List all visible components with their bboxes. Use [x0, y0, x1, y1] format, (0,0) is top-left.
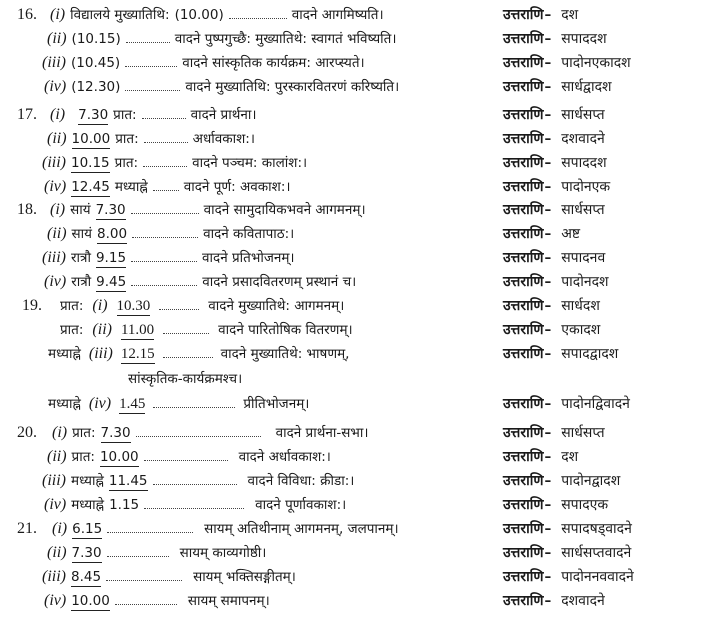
answer: उत्तराणि – अष्ट: [503, 222, 580, 246]
item-text: वादने मुख्यातिथे: आगमनम्।: [208, 298, 345, 314]
item-text: वादने कवितापाठ:।: [203, 226, 295, 242]
answer-value: सार्धसप्तवादने: [561, 545, 632, 561]
roman-numeral: (iv): [44, 496, 67, 513]
answer-value: पादोननववादने: [561, 569, 634, 585]
item-text: वादने पञ्चम: कालांश:।: [192, 155, 308, 171]
dotted-blank: [159, 301, 199, 310]
dotted-blank: [131, 277, 197, 286]
roman-numeral: (i): [52, 520, 68, 537]
time-value: (10.45): [71, 55, 121, 71]
question-16-item-3: [0, 51, 708, 75]
roman-numeral: (ii): [47, 30, 67, 47]
dotted-blank: [107, 524, 193, 533]
roman-numeral: (iii): [42, 54, 66, 71]
dotted-blank: [125, 58, 177, 67]
item-prefix: विद्यालये मुख्यातिथि:: [70, 7, 170, 23]
time-value: 10.00: [71, 593, 110, 609]
item-text: अर्धावकाश:।: [192, 131, 255, 147]
dotted-blank: [115, 596, 177, 605]
answer-value: पादोनएक: [561, 179, 611, 195]
dotted-blank: [153, 182, 179, 191]
answer-value: पादोनद्विवादने: [561, 396, 630, 412]
question-19-item-4: [0, 392, 708, 416]
time-value: 1.15: [109, 497, 140, 513]
item-text: वादने प्रतिभोजनम्।: [202, 250, 295, 266]
dotted-blank: [153, 399, 235, 408]
answer-value: सपाददश: [561, 31, 607, 47]
time-value: (10.15): [71, 31, 121, 47]
dotted-blank: [144, 500, 244, 509]
roman-numeral: (i): [50, 6, 66, 23]
time-value: 7.30: [95, 202, 126, 218]
time-period: मध्याह्ने: [114, 179, 148, 195]
time-period: रात्रौ: [71, 274, 92, 290]
dotted-blank: [163, 349, 213, 358]
question-21-item-3: [0, 565, 708, 589]
answer-value: सार्धसप्त: [561, 202, 605, 218]
dotted-blank: [131, 253, 197, 262]
dotted-blank: [143, 158, 187, 167]
answer-value: सार्धसप्त: [561, 107, 605, 123]
roman-numeral: (iii): [42, 568, 66, 585]
question-20-item-4: [0, 493, 708, 517]
time-period: प्रात:: [60, 298, 84, 314]
roman-numeral: (i): [50, 201, 66, 218]
question-17-item-2: [0, 127, 708, 151]
question-21-item-1: [0, 517, 708, 541]
question-number: 17.: [17, 106, 37, 123]
roman-numeral: (ii): [47, 448, 67, 465]
roman-numeral: (i): [50, 106, 66, 123]
time-value: 7.30: [100, 425, 131, 441]
answer: उत्तराणि – पादोनएकादश: [503, 51, 631, 75]
answer: उत्तराणि – सार्धसप्त: [503, 198, 605, 222]
roman-numeral: (ii): [92, 321, 112, 338]
question-16-item-4: [0, 75, 708, 99]
time-period: मध्याह्ने: [48, 396, 81, 412]
dotted-blank: [136, 428, 261, 437]
dotted-blank: [106, 572, 182, 581]
answer-value: एकादश: [561, 322, 601, 338]
time-value: 9.15: [95, 250, 127, 266]
question-16-item-2: [0, 27, 708, 51]
question-number: 18.: [17, 201, 37, 218]
answer: उत्तराणि – पादोनद्वादश: [503, 469, 620, 493]
item-text: वादने मुख्यातिथि: पुरस्कारवितरणं करिष्यति।: [185, 79, 400, 95]
roman-numeral: (ii): [47, 130, 67, 147]
answer-value: सपाददश: [561, 155, 607, 171]
item-text: वादने आगमिष्यति।: [291, 7, 384, 23]
time-value: 7.30: [71, 545, 102, 561]
answer: उत्तराणि – दश: [503, 3, 578, 27]
time-period: मध्याह्ने: [71, 497, 105, 513]
question-17-item-4: [0, 175, 708, 199]
item-text: सायम् समापनम्।: [187, 593, 270, 609]
answer: उत्तराणि – पादोनएक: [503, 175, 610, 199]
answer: उत्तराणि – दशवादने: [503, 127, 605, 151]
time-value: 10.00: [99, 449, 139, 465]
answer: उत्तराणि – पादोनदश: [503, 270, 609, 294]
answer: उत्तराणि – दश: [503, 445, 578, 469]
time-period: प्रात:: [72, 425, 96, 441]
question-19-item-3: [0, 342, 708, 366]
answer-value: पादोनएकादश: [561, 55, 631, 71]
dotted-blank: [153, 476, 237, 485]
question-18-item-4: [0, 270, 708, 294]
time-value: 9.45: [96, 274, 127, 290]
dotted-blank: [163, 325, 209, 334]
question-number: 19.: [22, 297, 42, 314]
item-text: सायम् काव्यगोष्ठी।: [179, 545, 267, 561]
answer: उत्तराणि – सार्धदश: [503, 294, 600, 318]
answer-value: सार्धसप्त: [561, 425, 605, 441]
question-16-item-1: [0, 3, 708, 27]
roman-numeral: (iii): [42, 472, 66, 489]
item-text: वादने पारितोषिक वितरणम्।: [218, 322, 353, 338]
roman-numeral: (iv): [44, 78, 67, 95]
time-value: 1.45: [119, 396, 146, 412]
answer: उत्तराणि – सपादएक: [503, 493, 608, 517]
answer-value: सपादषड्वादने: [561, 521, 632, 537]
answer-value: पादोनदश: [561, 274, 609, 290]
dotted-blank: [144, 134, 188, 143]
dotted-blank: [125, 82, 180, 91]
time-period: मध्याह्ने: [71, 473, 104, 489]
question-18-item-2: [0, 222, 708, 246]
answer-value: सार्धद्वादश: [561, 79, 612, 95]
time-period: सायं: [70, 202, 91, 218]
question-20-item-2: [0, 445, 708, 469]
answer-value: सपादनव: [561, 250, 606, 266]
answer: उत्तराणि – सपाददश: [503, 151, 607, 175]
roman-numeral: (i): [52, 424, 68, 441]
dotted-blank: [142, 110, 186, 119]
time-value: 8.45: [71, 569, 102, 585]
time-period: प्रात:: [60, 322, 84, 338]
time-value: 8.00: [97, 226, 128, 242]
answer: उत्तराणि – सार्धसप्तवादने: [503, 541, 631, 565]
answer-value: दशवादने: [561, 593, 605, 609]
answer: उत्तराणि – पादोनद्विवादने: [503, 392, 630, 416]
answer-value: पादोनद्वादश: [561, 473, 621, 489]
item-text-continuation: सांस्कृतिक-कार्यक्रमश्च।: [128, 371, 243, 387]
answer: उत्तराणि – एकादश: [503, 318, 600, 342]
answer: उत्तराणि – सार्धसप्त: [503, 103, 605, 127]
answer-value: अष्ट: [561, 226, 581, 242]
answer: उत्तराणि – दशवादने: [503, 589, 605, 613]
item-text: वादने सांस्कृतिक कार्यक्रम: आरप्स्यते।: [182, 55, 365, 71]
time-period: प्रात:: [114, 155, 139, 171]
answer: उत्तराणि – सार्धद्वादश: [503, 75, 612, 99]
item-text: प्रीतिभोजनम्।: [243, 396, 310, 412]
time-period: प्रात:: [115, 131, 139, 147]
answer-value: सार्धदश: [561, 298, 600, 314]
time-period: प्रात:: [71, 449, 95, 465]
question-19-item-1: [0, 294, 708, 318]
time-value: 6.15: [72, 521, 103, 537]
question-number: 20.: [17, 424, 37, 441]
question-20-item-3: [0, 469, 708, 493]
time-value: 11.45: [108, 473, 148, 489]
item-text: सायम् भक्तिसङ्गीतम्।: [193, 569, 296, 585]
answer: उत्तराणि – सपादषड्वादने: [503, 517, 632, 541]
question-21-item-4: [0, 589, 708, 613]
time-value: 11.00: [120, 322, 155, 338]
answer: उत्तराणि – पादोननववादने: [503, 565, 634, 589]
answer: उत्तराणि – सार्धसप्त: [503, 421, 605, 445]
time-value: (12.30): [71, 79, 121, 95]
item-text: वादने प्रसादवितरणम् प्रस्थानं च।: [202, 274, 357, 290]
question-number: 21.: [17, 520, 37, 537]
item-text: सायम् अतिथीनाम् आगमनम्, जलपानम्।: [204, 521, 399, 537]
roman-numeral: (ii): [47, 225, 67, 242]
roman-numeral: (ii): [47, 544, 67, 561]
time-period: मध्याह्ने: [48, 346, 81, 362]
item-text: वादने पूर्णावकाश:।: [255, 497, 347, 513]
time-period: प्रात:: [113, 107, 137, 123]
roman-numeral: (iv): [44, 592, 67, 609]
dotted-blank: [144, 452, 228, 461]
item-text: वादने मुख्यातिथे: भाषणम्,: [220, 346, 350, 362]
answer-value: सपादद्वादश: [561, 346, 619, 362]
time-value: 12.45: [71, 179, 110, 195]
time-value: 12.15: [120, 346, 155, 362]
item-text: वादने पुष्पगुच्छै: मुख्यातिथे: स्वागतं भविष्यति।: [174, 31, 397, 47]
answer: उत्तराणि – सपादनव: [503, 246, 605, 270]
answer: उत्तराणि – सपाददश: [503, 27, 607, 51]
roman-numeral: (iv): [44, 273, 67, 290]
answer-value: दश: [561, 449, 579, 465]
question-number: 16.: [17, 6, 37, 23]
question-17-item-1: [0, 103, 708, 127]
answer-value: सपादएक: [561, 497, 609, 513]
answer-value: दशवादने: [561, 131, 605, 147]
item-text: वादने अर्धावकाश:।: [238, 449, 331, 465]
dotted-blank: [131, 205, 199, 214]
item-text: वादने प्रार्थना-सभा।: [275, 425, 369, 441]
question-18-item-1: [0, 198, 708, 222]
roman-numeral: (iv): [44, 178, 67, 195]
time-value: (10.00): [174, 7, 224, 23]
roman-numeral: (iii): [42, 154, 66, 171]
time-value: 10.30: [116, 298, 151, 314]
roman-numeral: (iii): [42, 249, 66, 266]
item-text: वादने पूर्ण: अवकाश:।: [183, 179, 291, 195]
answer: उत्तराणि – सपादद्वादश: [503, 342, 618, 366]
time-period: रात्रौ: [71, 250, 91, 266]
question-19-item-3-continuation: [0, 367, 708, 391]
question-20-item-1: [0, 421, 708, 445]
time-value: 10.00: [71, 131, 111, 147]
roman-numeral: (iv): [88, 395, 112, 412]
dotted-blank: [107, 548, 169, 557]
item-text: वादने प्रार्थना।: [190, 107, 257, 123]
dotted-blank: [132, 229, 198, 238]
answer-value: दश: [561, 7, 579, 23]
time-value: 7.30: [78, 107, 109, 123]
dotted-blank: [229, 10, 287, 19]
question-17-item-3: [0, 151, 708, 175]
time-period: सायं: [71, 226, 92, 242]
roman-numeral: (iii): [88, 345, 113, 362]
dotted-blank: [126, 34, 170, 43]
item-text: वादने सामुदायिकभवने आगमनम्।: [203, 202, 366, 218]
question-21-item-2: [0, 541, 708, 565]
question-18-item-3: [0, 246, 708, 270]
time-value: 10.15: [71, 155, 110, 171]
question-19-item-2: [0, 318, 708, 342]
roman-numeral: (i): [92, 297, 108, 314]
item-text: वादने विविधा: क्रीडा:।: [247, 473, 355, 489]
